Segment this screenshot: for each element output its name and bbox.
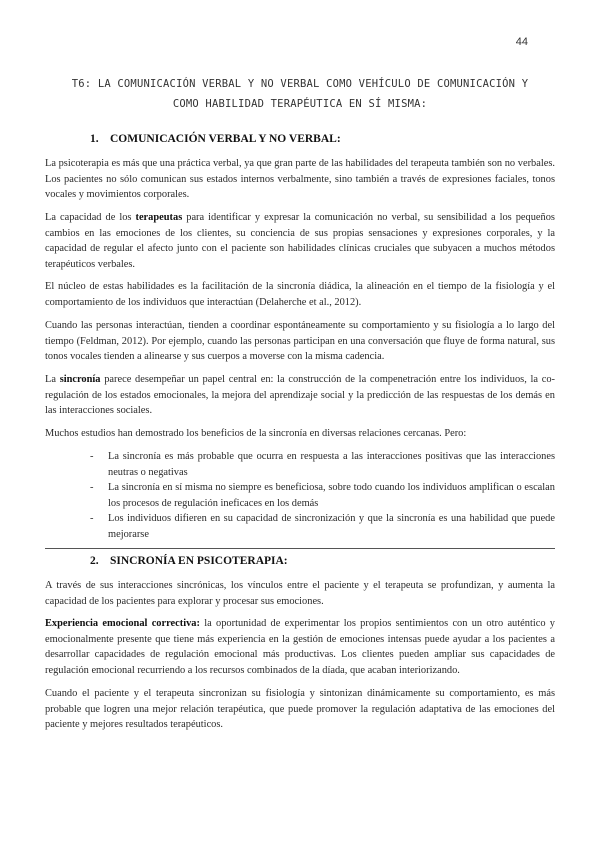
section-2-heading [90, 555, 288, 567]
text-span: La capacidad de los [45, 212, 136, 223]
paragraph: Cuando las personas interactúan, tienden a coordinar espontáneamente su comportamiento y su fisiología a lo largo del tiempo (Feldman, 2012). Por ejemplo, cuando las personas participan en una conversación que fluye de forma natural, sus tonos vocales tienden a alinearse y sus cuerpos a moverse con la misma cadencia. [45, 320, 555, 362]
list-item: - Los individuos difieren en su capacidad de sincronización y que la sincronía es una habilidad que puede mejorarse [90, 511, 555, 542]
paragraph [45, 616, 555, 678]
text-span: La [45, 374, 60, 385]
title-line-1: T6: LA COMUNICACIÓN VERBAL Y NO VERBAL COMO VEHÍCULO DE COMUNICACIÓN Y [71, 78, 529, 90]
text-span: la oportunidad de experimentar los propios sentimientos con un otro auténtico y emocionalmente presente que tiene más experiencia en la gestión de emociones intensas puede ayudar a los pacientes a desarrollar capacidades de regulación emocional más productivas. Los clientes pueden ampliar sus capacidades de regulación emocional recurriendo a los recursos combinados de la díada, que acaban interiorizando. [45, 618, 556, 676]
list-item: - La sincronía es más probable que ocurra en respuesta a las interacciones positivas que las interacciones neutras o negativas [90, 449, 555, 480]
bullet-list [90, 449, 555, 542]
paragraph: Cuando el paciente y el terapeuta sincronizan su fisiología y sintonizan dinámicamente su comportamiento, es más probable que logren una mejor relación terapéutica, que puede promover la regulación adaptativa de las emociones del paciente y mejores resultados terapéuticos. [45, 688, 555, 730]
paragraph [45, 210, 555, 272]
section-2-title: SINCRONÍA EN PSICOTERAPIA: [110, 555, 288, 567]
section-2-number: 2. [90, 555, 99, 567]
paragraph: A través de sus interacciones sincrónicas, los vínculos entre el paciente y el terapeuta se profundizan, y aumenta la capacidad de los pacientes para explorar y procesar sus emociones. [45, 580, 555, 607]
paragraph: El núcleo de estas habilidades es la facilitación de la sincronía diádica, la alineación en el tiempo de la fisiología y el comportamiento de los individuos que interactúan (Delaherche et al., 2012). [45, 281, 555, 308]
page-number: 44 [515, 36, 528, 48]
paragraph: La psicoterapia es más que una práctica verbal, ya que gran parte de las habilidades del terapeuta también son no verbales. Los pacientes no sólo comunican sus estados internos verbalmente, sino también a través de expresiones faciales, tonos vocales y movimientos corporales. [45, 158, 555, 200]
paragraph: Muchos estudios han demostrado los beneficios de la sincronía en diversas relaciones cercanas. Pero: [45, 428, 467, 439]
paragraph [45, 372, 555, 419]
section-1-title: COMUNICACIÓN VERBAL Y NO VERBAL: [110, 133, 341, 145]
section-1-number: 1. [90, 133, 99, 145]
section-divider [45, 548, 555, 549]
document-title [45, 74, 555, 114]
bold-term: sincronía [59, 374, 101, 385]
bold-term: terapeutas [135, 212, 183, 223]
text-span: parece desempeñar un papel central en: la construcción de la compenetración entre los individuos, la co-regulación de los estados emocionales, la mejora del aprendizaje social y la predicción de las respuestas de los demás en las interacciones sociales. [45, 374, 555, 416]
text-span: para identificar y expresar la comunicación no verbal, su sensibilidad a los pequeños cambios en las emociones de los clientes, su conciencia de sus propias sensaciones y expresiones corporales, y la capacidad de regular el afecto junto con el paciente son habilidades clínicas cruciales que subyacen a muchos métodos terapéuticos verbales. [45, 212, 555, 270]
title-line-2: COMO HABILIDAD TERAPÉUTICA EN SÍ MISMA: [172, 98, 428, 110]
bold-term: Experiencia emocional correctiva: [45, 618, 200, 629]
section-1-heading [90, 133, 341, 145]
list-item: - La sincronía en sí misma no siempre es beneficiosa, sobre todo cuando los individuos amplifican o escalan los procesos de regulación ineficaces en los demás [90, 480, 555, 511]
